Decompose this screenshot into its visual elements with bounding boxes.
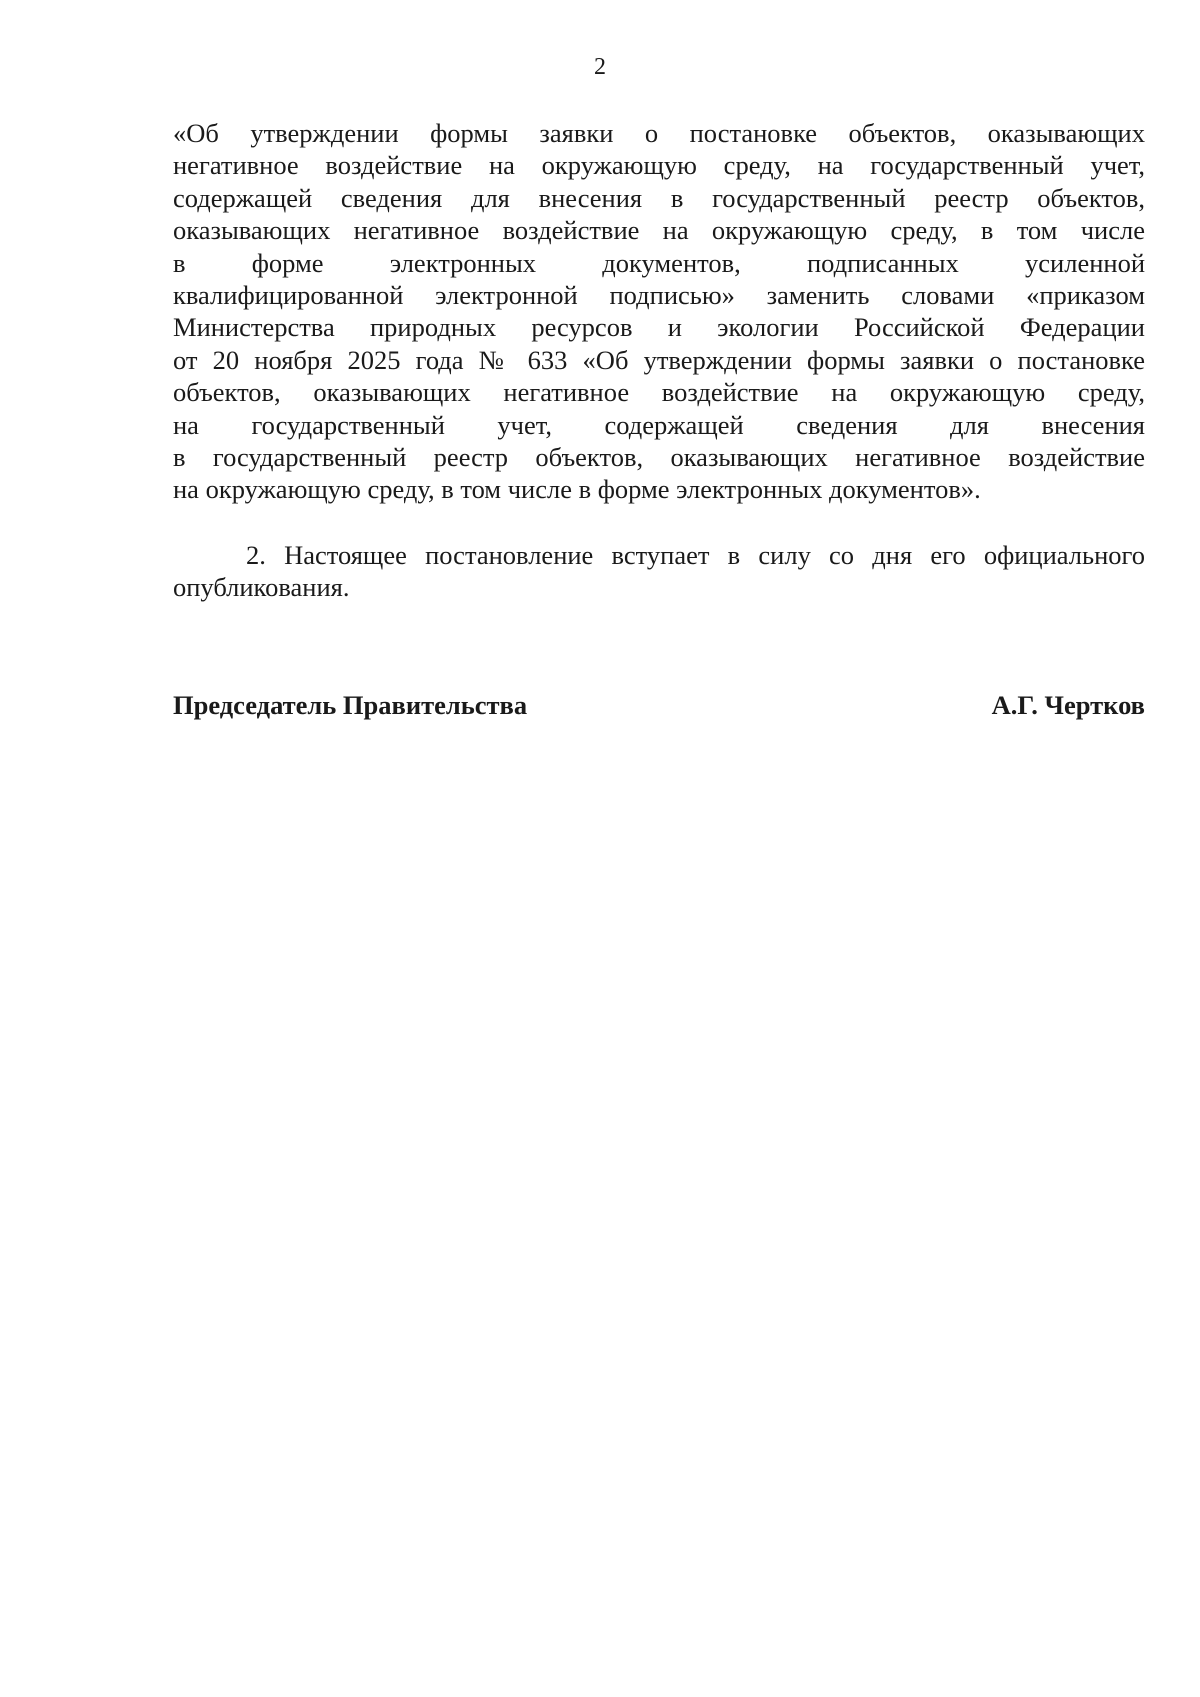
text-line: на государственный учет, содержащей сведения для внесения: [173, 409, 1145, 440]
text-line: оказывающих негативное воздействие на окружающую среду, в том числе: [173, 215, 1145, 246]
text-line: квалифицированной электронной подписью» заменить словами «приказом: [173, 279, 1145, 310]
text-line: на окружающую среду, в том числе в форме электронных документов».: [173, 474, 981, 505]
text-line: от 20 ноября 2025 года № 633 «Об утверждении формы заявки о постановке: [173, 344, 1145, 375]
page-number: 2: [594, 54, 606, 80]
text-line: в форме электронных документов, подписанных усиленной: [173, 247, 1145, 278]
signatory-title: Председатель Правительства: [173, 690, 528, 720]
text-line: «Об утверждении формы заявки о постановке объектов, оказывающих: [173, 118, 1145, 148]
signatory-name: А.Г. Чертков: [991, 690, 1145, 720]
text-line: Министерства природных ресурсов и экологии Российской Федерации: [173, 312, 1145, 343]
text-line: содержащей сведения для внесения в государственный реестр объектов,: [173, 182, 1145, 213]
text-line: опубликования.: [173, 572, 350, 603]
paragraph-amendment: [173, 117, 1145, 506]
text-line: объектов, оказывающих негативное воздействие на окружающую среду,: [173, 377, 1145, 408]
text-line: негативное воздействие на окружающую среду, на государственный учет,: [173, 150, 1145, 181]
signature-block: [173, 688, 1145, 722]
text-line: 2. Настоящее постановление вступает в силу со дня его официального: [246, 540, 1145, 570]
text-line: в государственный реестр объектов, оказывающих негативное воздействие: [173, 441, 1145, 472]
paragraph-effective-date: [173, 539, 1145, 604]
